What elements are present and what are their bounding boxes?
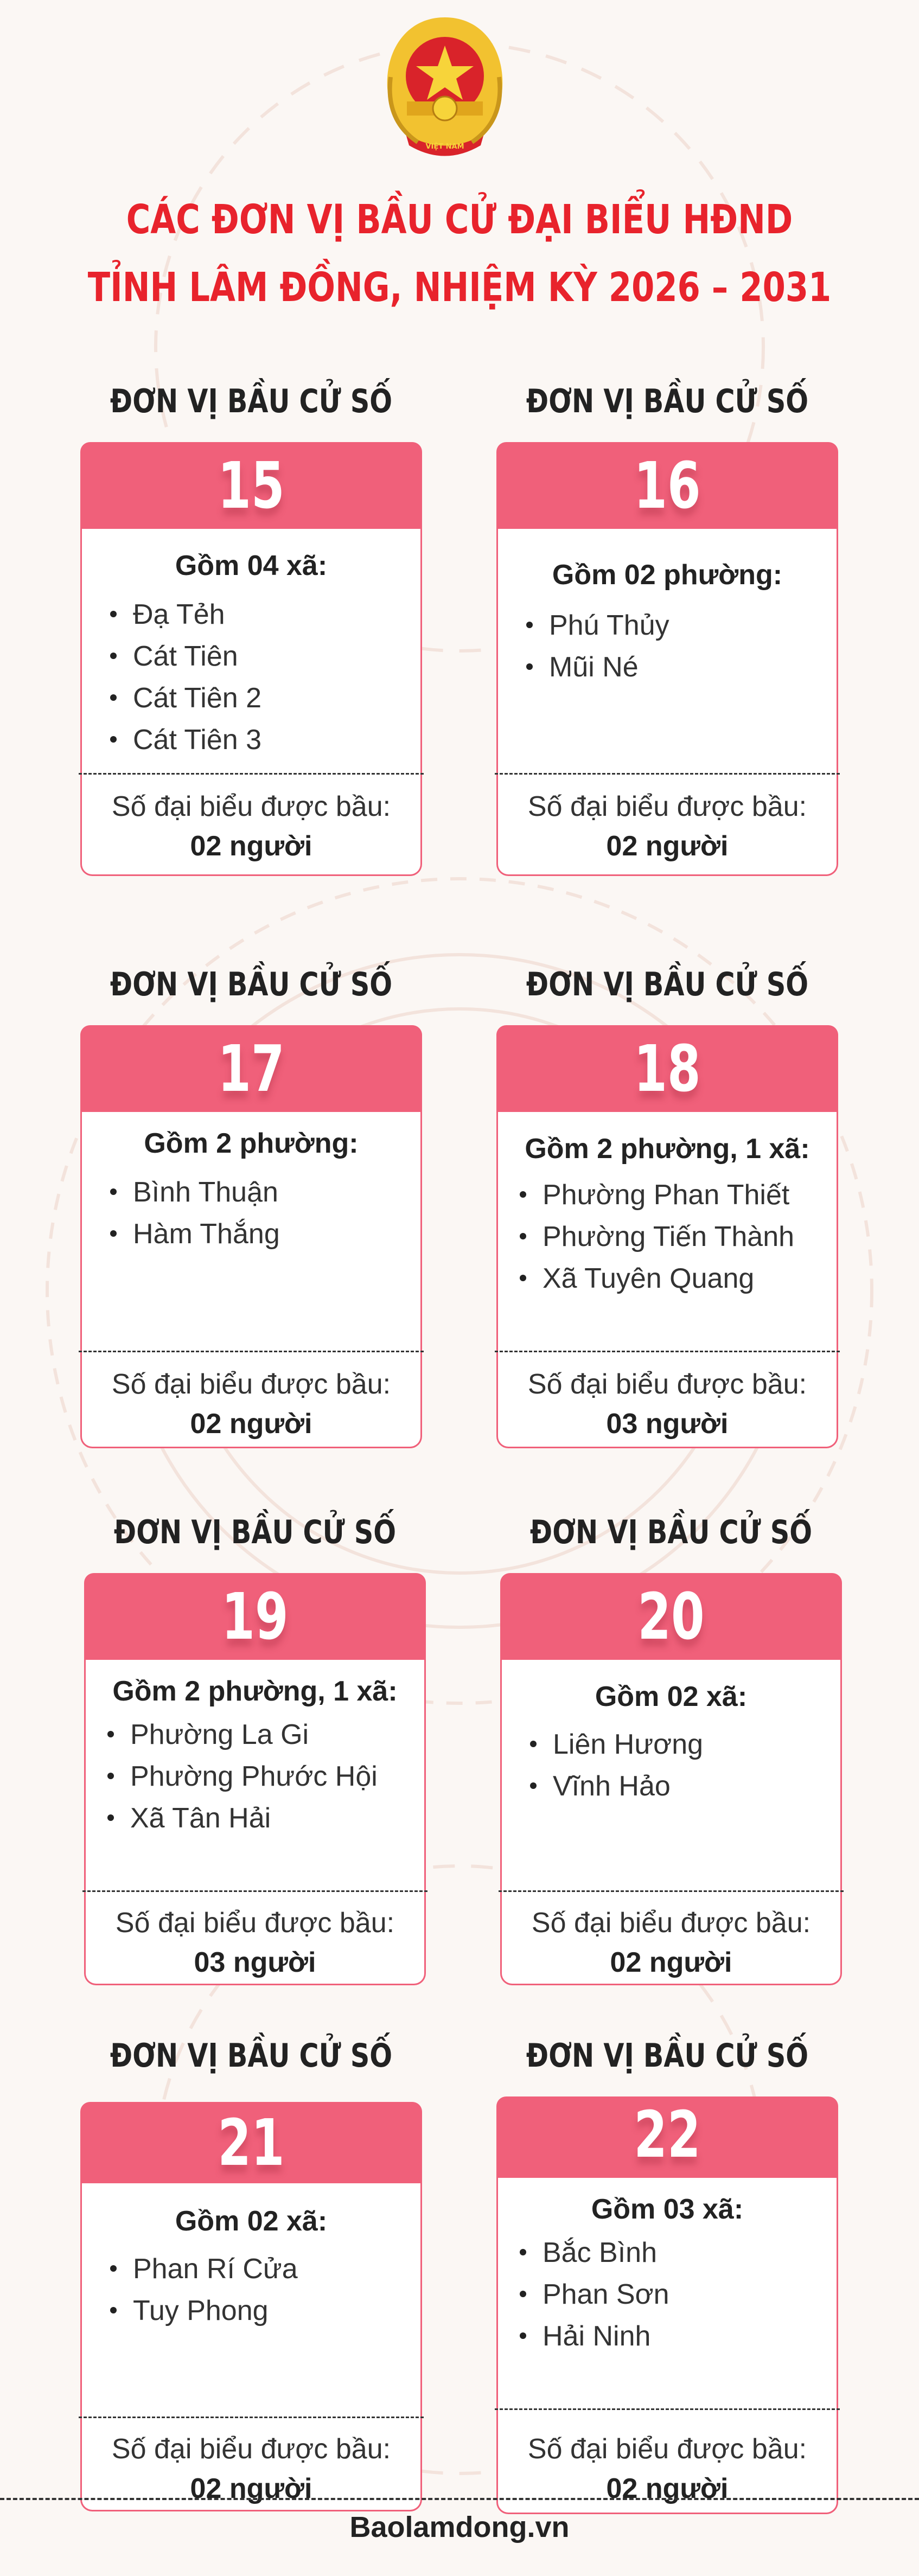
delegates-label: Số đại biểu được bầu: bbox=[115, 1907, 395, 1939]
delegates-label: Số đại biểu được bầu: bbox=[527, 791, 807, 822]
unit-number: 20 bbox=[637, 1579, 705, 1654]
divider bbox=[79, 2417, 424, 2418]
list-item: Phường Phan Thiết bbox=[520, 1174, 794, 1216]
ward-list bbox=[110, 2248, 298, 2332]
unit-composition: Gồm 2 phường, 1 xã: bbox=[525, 1133, 810, 1165]
divider bbox=[495, 773, 840, 775]
divider bbox=[499, 1890, 844, 1892]
list-item: Phường Phước Hội bbox=[107, 1756, 378, 1798]
unit-details-box bbox=[496, 529, 838, 876]
unit-composition: Gồm 02 xã: bbox=[595, 1681, 748, 1712]
divider bbox=[495, 2408, 840, 2410]
emblem-text: VIỆT NAM bbox=[425, 143, 464, 151]
list-item: Tuy Phong bbox=[110, 2290, 298, 2332]
delegates-label: Số đại biểu được bầu: bbox=[531, 1907, 811, 1939]
unit-number: 17 bbox=[218, 1031, 285, 1106]
delegates-label: Số đại biểu được bầu: bbox=[527, 1369, 807, 1400]
delegates-count: 02 người bbox=[606, 830, 729, 862]
unit-details-box bbox=[500, 1660, 842, 1985]
delegates-label: Số đại biểu được bầu: bbox=[111, 791, 391, 822]
unit-composition: Gồm 2 phường, 1 xã: bbox=[112, 1676, 398, 1707]
footer-divider bbox=[0, 2498, 919, 2500]
unit-number: 19 bbox=[221, 1579, 289, 1654]
list-item: Cát Tiên 3 bbox=[110, 719, 261, 761]
list-item: Phan Sơn bbox=[520, 2274, 669, 2316]
unit-heading: ĐƠN VỊ BẦU CỬ SỐ bbox=[110, 966, 393, 1003]
page-title-line-1: CÁC ĐƠN VỊ BẦU CỬ ĐẠI BIỂU HĐND bbox=[126, 196, 793, 243]
list-item: Cát Tiên 2 bbox=[110, 677, 261, 719]
list-item: Phan Rí Cửa bbox=[110, 2248, 298, 2290]
list-item: Bình Thuận bbox=[110, 1172, 280, 1213]
unit-composition: Gồm 02 phường: bbox=[552, 559, 783, 591]
list-item: Đạ Tẻh bbox=[110, 594, 261, 636]
list-item: Hải Ninh bbox=[520, 2316, 669, 2357]
delegates-count: 02 người bbox=[190, 830, 312, 862]
delegates-count: 02 người bbox=[610, 1947, 732, 1978]
unit-details-box bbox=[496, 2178, 838, 2514]
delegates-count: 02 người bbox=[606, 2473, 729, 2504]
list-item: Cát Tiên bbox=[110, 636, 261, 677]
footer-source: Baolamdong.vn bbox=[349, 2511, 570, 2543]
list-item: Hàm Thắng bbox=[110, 1213, 280, 1255]
ward-list bbox=[526, 605, 669, 688]
unit-details-box bbox=[80, 529, 422, 876]
unit-heading: ĐƠN VỊ BẦU CỬ SỐ bbox=[526, 382, 809, 420]
list-item: Phường Tiến Thành bbox=[520, 1216, 794, 1258]
page-title-line-2: TỈNH LÂM ĐỒNG, NHIỆM KỲ 2026 – 2031 bbox=[87, 264, 832, 311]
unit-heading: ĐƠN VỊ BẦU CỬ SỐ bbox=[526, 2037, 809, 2075]
unit-number: 16 bbox=[634, 448, 701, 523]
unit-number: 15 bbox=[218, 448, 285, 523]
list-item: Xã Tân Hải bbox=[107, 1798, 378, 1839]
list-item: Mũi Né bbox=[526, 647, 669, 688]
unit-composition: Gồm 03 xã: bbox=[591, 2194, 744, 2225]
delegates-count: 03 người bbox=[194, 1947, 316, 1978]
unit-details-box bbox=[80, 1112, 422, 1448]
list-item: Phường La Gi bbox=[107, 1714, 378, 1756]
unit-details-box bbox=[80, 2183, 422, 2511]
unit-heading: ĐƠN VỊ BẦU CỬ SỐ bbox=[526, 966, 809, 1003]
vietnam-national-emblem-icon bbox=[374, 12, 515, 164]
divider bbox=[495, 1351, 840, 1352]
unit-heading: ĐƠN VỊ BẦU CỬ SỐ bbox=[110, 2037, 393, 2075]
divider bbox=[79, 773, 424, 775]
delegates-label: Số đại biểu được bầu: bbox=[111, 2433, 391, 2465]
ward-list bbox=[107, 1714, 378, 1839]
delegates-count: 02 người bbox=[190, 1408, 312, 1440]
unit-heading: ĐƠN VỊ BẦU CỬ SỐ bbox=[110, 382, 393, 420]
list-item: Bắc Bình bbox=[520, 2232, 669, 2274]
ward-list bbox=[110, 1172, 280, 1255]
unit-details-box bbox=[84, 1660, 426, 1985]
unit-heading: ĐƠN VỊ BẦU CỬ SỐ bbox=[529, 1513, 813, 1551]
divider bbox=[79, 1351, 424, 1352]
list-item: Liên Hương bbox=[530, 1724, 703, 1766]
unit-number: 18 bbox=[634, 1031, 701, 1106]
list-item: Phú Thủy bbox=[526, 605, 669, 647]
unit-heading: ĐƠN VỊ BẦU CỬ SỐ bbox=[113, 1513, 397, 1551]
unit-number: 22 bbox=[634, 2097, 701, 2172]
ward-list bbox=[520, 1174, 794, 1300]
unit-details-box bbox=[496, 1112, 838, 1448]
ward-list bbox=[530, 1724, 703, 1807]
delegates-count: 02 người bbox=[190, 2473, 312, 2504]
delegates-label: Số đại biểu được bầu: bbox=[111, 1369, 391, 1400]
ward-list bbox=[110, 594, 261, 761]
unit-number: 21 bbox=[218, 2105, 285, 2180]
list-item: Xã Tuyên Quang bbox=[520, 1258, 794, 1300]
delegates-label: Số đại biểu được bầu: bbox=[527, 2433, 807, 2465]
unit-composition: Gồm 04 xã: bbox=[175, 550, 328, 581]
unit-composition: Gồm 2 phường: bbox=[144, 1128, 359, 1159]
divider bbox=[82, 1890, 427, 1892]
delegates-count: 03 người bbox=[606, 1408, 729, 1440]
list-item: Vĩnh Hảo bbox=[530, 1766, 703, 1807]
unit-composition: Gồm 02 xã: bbox=[175, 2206, 328, 2237]
ward-list bbox=[520, 2232, 669, 2357]
